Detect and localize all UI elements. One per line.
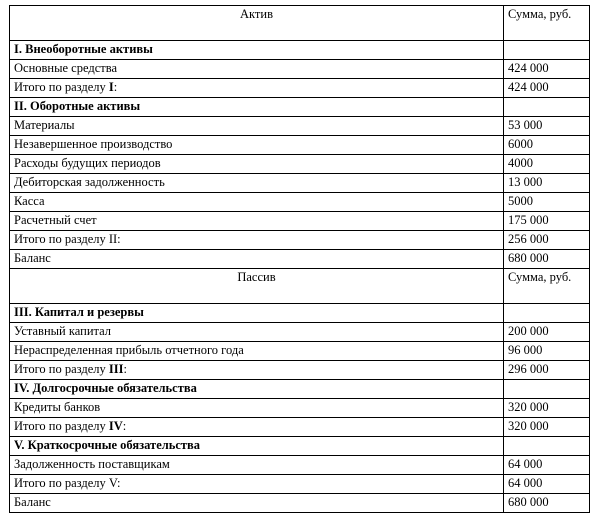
section-5-total-value: 64 000: [504, 475, 590, 494]
empty-cell: [504, 98, 590, 117]
balance-table: [9, 5, 590, 513]
section-total-row: [10, 475, 590, 494]
row-label: Задолженность поставщикам: [10, 456, 504, 475]
section-1-title: I. Внеоборотные активы: [10, 41, 504, 60]
section-total-row: [10, 79, 590, 98]
liabilities-sum-header: Сумма, руб.: [504, 269, 590, 304]
section-3-title: III. Капитал и резервы: [10, 304, 504, 323]
table-row: [10, 323, 590, 342]
row-label: Расчетный счет: [10, 212, 504, 231]
total-suffix: :: [122, 419, 127, 433]
balance-row: [10, 250, 590, 269]
row-value: 320 000: [504, 399, 590, 418]
empty-cell: [504, 380, 590, 399]
total-roman: IV: [108, 419, 123, 433]
table-row: [10, 399, 590, 418]
row-value: 13 000: [504, 174, 590, 193]
row-label: Незавершенное производство: [10, 136, 504, 155]
row-value: 175 000: [504, 212, 590, 231]
assets-balance-value: 680 000: [504, 250, 590, 269]
row-label: Дебиторская задолженность: [10, 174, 504, 193]
table-row: [10, 136, 590, 155]
total-prefix: Итого по разделу: [14, 362, 109, 376]
section-title-row: [10, 304, 590, 323]
row-value: 424 000: [504, 60, 590, 79]
liabilities-header-row: [10, 269, 590, 304]
table-row: [10, 456, 590, 475]
row-value: 5000: [504, 193, 590, 212]
section-1-total-value: 424 000: [504, 79, 590, 98]
section-title-row: [10, 437, 590, 456]
balance-row: [10, 494, 590, 513]
total-suffix: :: [113, 80, 118, 94]
row-value: 96 000: [504, 342, 590, 361]
row-label: Материалы: [10, 117, 504, 136]
row-value: 6000: [504, 136, 590, 155]
total-suffix: :: [123, 362, 127, 376]
section-title-row: [10, 380, 590, 399]
row-value: 200 000: [504, 323, 590, 342]
section-4-total-label: [10, 418, 504, 437]
row-label: Нераспределенная прибыль отчетного года: [10, 342, 504, 361]
table-row: [10, 212, 590, 231]
assets-header-label: Актив: [10, 6, 504, 41]
total-roman: I: [108, 80, 114, 94]
section-total-row: [10, 418, 590, 437]
row-label: Основные средства: [10, 60, 504, 79]
empty-cell: [504, 41, 590, 60]
liabilities-balance-label: Баланс: [10, 494, 504, 513]
assets-header-row: [10, 6, 590, 41]
section-3-total-value: 296 000: [504, 361, 590, 380]
assets-sum-header: Сумма, руб.: [504, 6, 590, 41]
liabilities-header-label: Пассив: [10, 269, 504, 304]
table-row: [10, 342, 590, 361]
section-total-row: [10, 361, 590, 380]
row-value: 53 000: [504, 117, 590, 136]
empty-cell: [504, 437, 590, 456]
section-3-total-label: [10, 361, 504, 380]
total-roman: III: [108, 362, 124, 376]
empty-cell: [504, 304, 590, 323]
table-row: [10, 60, 590, 79]
assets-balance-label: Баланс: [10, 250, 504, 269]
liabilities-balance-value: 680 000: [504, 494, 590, 513]
section-4-total-value: 320 000: [504, 418, 590, 437]
row-value: 64 000: [504, 456, 590, 475]
section-4-title: IV. Долгосрочные обязательства: [10, 380, 504, 399]
table-row: [10, 155, 590, 174]
section-2-total-value: 256 000: [504, 231, 590, 250]
table-row: [10, 174, 590, 193]
total-prefix: Итого по разделу: [14, 80, 109, 94]
total-prefix: Итого по разделу: [14, 419, 109, 433]
section-5-total-label: Итого по разделу V:: [10, 475, 504, 494]
row-label: Уставный капитал: [10, 323, 504, 342]
balance-sheet: [9, 5, 590, 513]
section-2-title: II. Оборотные активы: [10, 98, 504, 117]
row-label: Расходы будущих периодов: [10, 155, 504, 174]
row-label: Касса: [10, 193, 504, 212]
row-value: 4000: [504, 155, 590, 174]
row-label: Кредиты банков: [10, 399, 504, 418]
section-title-row: [10, 41, 590, 60]
section-total-row: [10, 231, 590, 250]
section-2-total-label: Итого по разделу II:: [10, 231, 504, 250]
table-row: [10, 193, 590, 212]
section-title-row: [10, 98, 590, 117]
table-row: [10, 117, 590, 136]
section-1-total-label: [10, 79, 504, 98]
section-5-title: V. Краткосрочные обязательства: [10, 437, 504, 456]
